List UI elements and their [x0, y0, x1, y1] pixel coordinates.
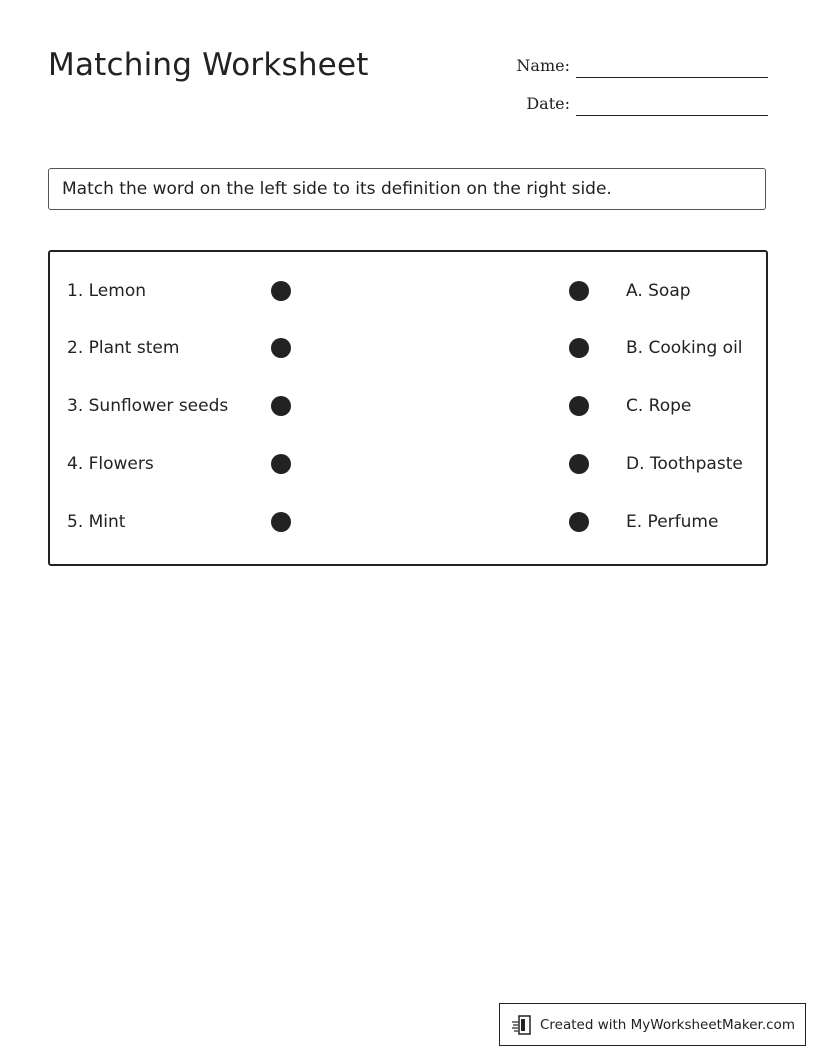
date-field — [500, 86, 768, 116]
definition-dot-b — [569, 338, 589, 358]
definition-dot-a — [569, 281, 589, 301]
match-row — [50, 510, 766, 534]
date-label: Date: — [526, 94, 570, 113]
instructions-box: Match the word on the left side to its definition on the right side. — [48, 168, 766, 210]
footer-text: Created with MyWorksheetMaker.com — [540, 1016, 795, 1033]
name-label: Name: — [516, 56, 570, 75]
definition-b: B. Cooking oil — [626, 338, 743, 358]
match-row — [50, 394, 766, 418]
date-line — [576, 115, 768, 116]
term-dot-2 — [271, 338, 291, 358]
name-line — [576, 77, 768, 78]
match-row — [50, 336, 766, 360]
worksheet-maker-logo-icon — [510, 1013, 534, 1037]
definition-dot-e — [569, 512, 589, 532]
term-5: 5. Mint — [67, 512, 126, 532]
term-2: 2. Plant stem — [67, 338, 180, 358]
term-4: 4. Flowers — [67, 454, 154, 474]
term-1: 1. Lemon — [67, 281, 146, 301]
worksheet-title: Matching Worksheet — [48, 47, 369, 83]
definition-dot-d — [569, 454, 589, 474]
definition-a: A. Soap — [626, 281, 691, 301]
term-dot-1 — [271, 281, 291, 301]
matching-box — [48, 250, 768, 566]
definition-d: D. Toothpaste — [626, 454, 743, 474]
match-row — [50, 452, 766, 476]
footer-credit[interactable] — [499, 1003, 806, 1046]
definition-dot-c — [569, 396, 589, 416]
term-dot-5 — [271, 512, 291, 532]
term-dot-4 — [271, 454, 291, 474]
name-field — [500, 48, 768, 78]
match-row — [50, 279, 766, 303]
definition-c: C. Rope — [626, 396, 692, 416]
term-dot-3 — [271, 396, 291, 416]
term-3: 3. Sunflower seeds — [67, 396, 229, 416]
definition-e: E. Perfume — [626, 512, 719, 532]
